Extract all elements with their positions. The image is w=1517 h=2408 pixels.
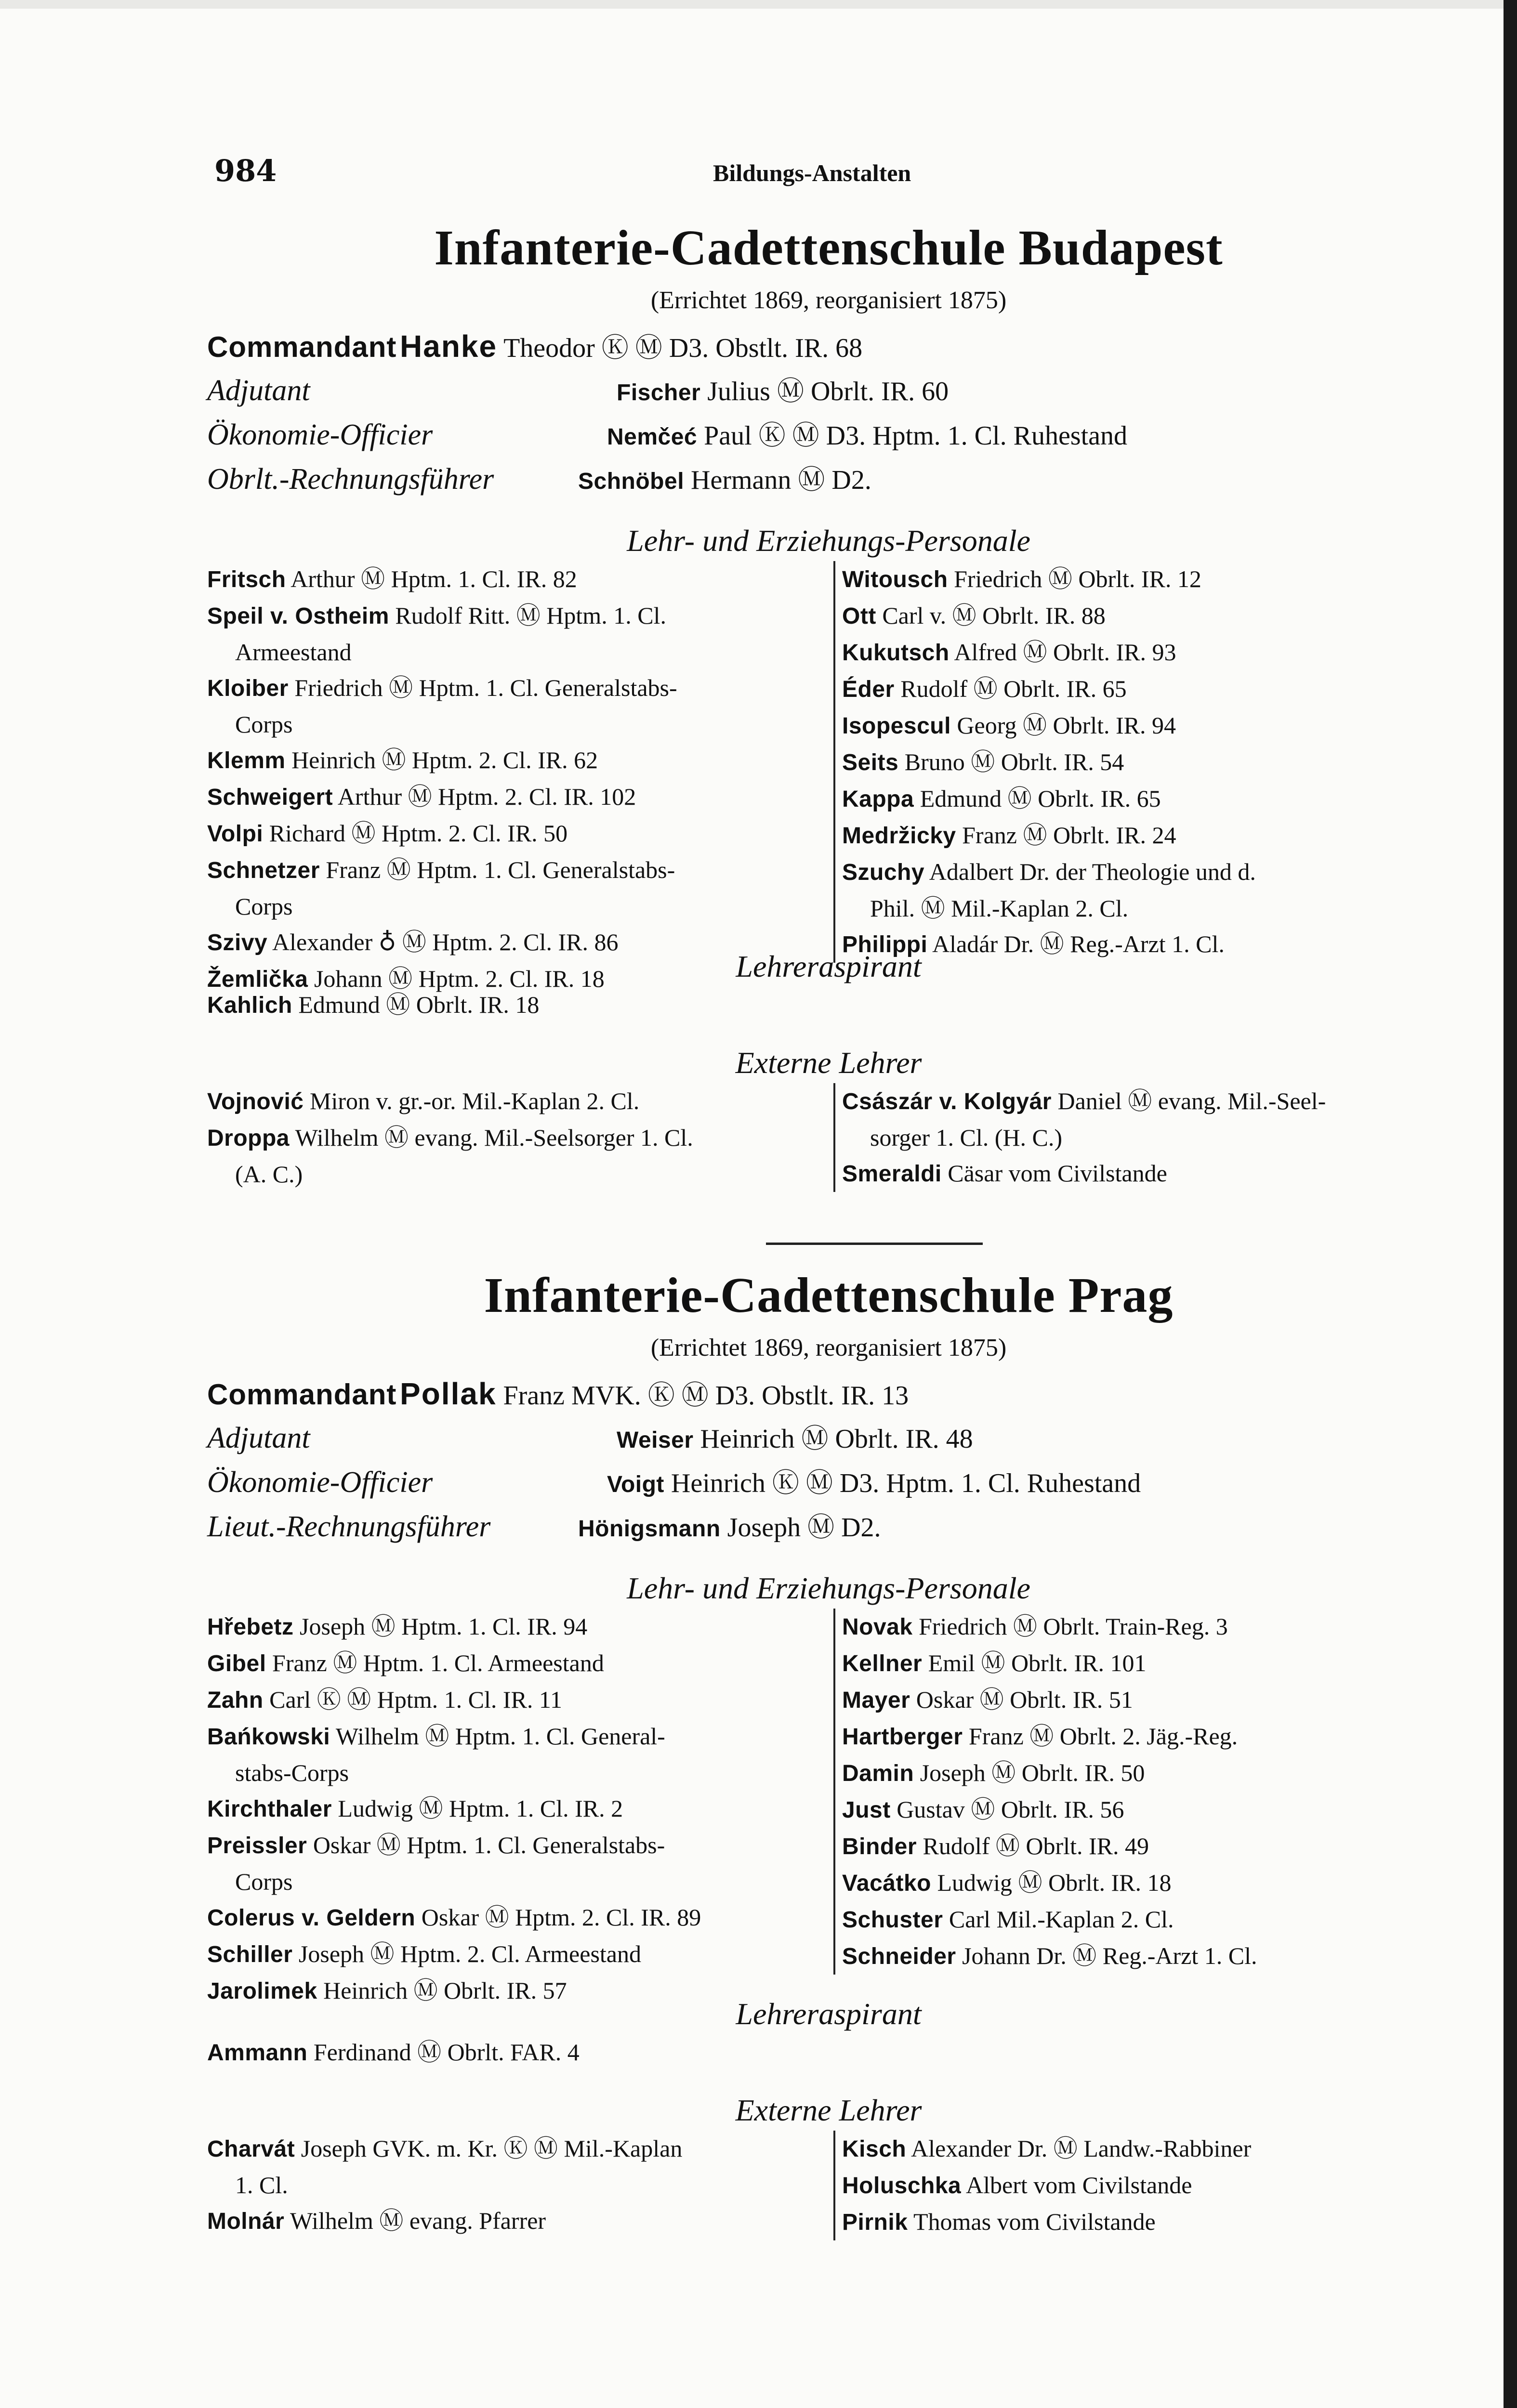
staff-heading: Lehr- und Erziehungs-Personale — [627, 1571, 1030, 1605]
staff-heading: Lehr- und Erziehungs-Personale — [627, 523, 1030, 558]
officer-surname: Nemčeć — [607, 424, 698, 450]
staff-surname: Mayer — [842, 1688, 910, 1713]
staff-entry — [842, 854, 1468, 926]
staff-surname: Ott — [842, 603, 876, 629]
right-column — [833, 561, 1468, 963]
external-heading: Externe Lehrer — [735, 2093, 922, 2127]
aspirant-details: Ferdinand Ⓜ Obrlt. FAR. 4 — [313, 2039, 580, 2066]
officer-surname: Schnöbel — [578, 469, 685, 494]
officer-row — [207, 1372, 1450, 1416]
officer-list — [207, 1372, 1450, 1549]
staff-details-continued: Phil. Ⓜ Mil.-Kaplan 2. Cl. — [870, 895, 1129, 922]
staff-details: Aladár Dr. Ⓜ Reg.-Arzt 1. Cl. — [932, 930, 1225, 957]
staff-surname: Vojnović — [207, 1089, 304, 1114]
staff-entry — [842, 1083, 1468, 1155]
staff-surname: Kappa — [842, 786, 914, 812]
staff-details: Bruno Ⓜ Obrlt. IR. 54 — [904, 748, 1124, 775]
staff-entry — [207, 852, 824, 924]
staff-entry — [207, 1609, 824, 1645]
staff-entry — [842, 2167, 1468, 2204]
staff-surname: Szuchy — [842, 860, 925, 885]
staff-details: Carl Mil.-Kaplan 2. Cl. — [949, 1906, 1174, 1933]
officer-details: Paul Ⓚ Ⓜ D3. Hptm. 1. Cl. Ruhestand — [704, 421, 1128, 451]
staff-surname: Hartberger — [842, 1724, 963, 1750]
staff-surname: Schnetzer — [207, 858, 320, 883]
staff-surname: Vacátko — [842, 1871, 931, 1896]
staff-surname: Smeraldi — [842, 1161, 942, 1187]
staff-surname: Isopescul — [842, 713, 951, 739]
staff-details: Rudolf Ritt. Ⓜ Hptm. 1. Cl. — [395, 602, 666, 629]
officer-surname: Hanke — [400, 329, 498, 364]
staff-details-continued: Corps — [235, 711, 293, 738]
aspirant-heading: Lehreraspirant — [736, 949, 922, 983]
staff-details: Friedrich Ⓜ Obrlt. Train-Reg. 3 — [919, 1613, 1228, 1640]
staff-details: Heinrich Ⓜ Hptm. 2. Cl. IR. 62 — [291, 746, 598, 773]
officer-role: Commandant — [207, 1378, 397, 1411]
staff-details: Thomas vom Civilstande — [913, 2208, 1156, 2235]
page-number: 984 — [214, 153, 277, 188]
staff-entry — [842, 1645, 1468, 1682]
two-column-list — [207, 1083, 1450, 1194]
officer-row — [207, 368, 1450, 413]
staff-details: Alexander Dr. Ⓜ Landw.-Rabbiner — [910, 2135, 1252, 2162]
section-budapest — [207, 219, 1450, 1194]
staff-entry — [207, 779, 824, 815]
staff-entry — [207, 2131, 824, 2203]
staff-entry — [842, 1865, 1468, 1901]
staff-entry — [842, 561, 1468, 598]
section-title: Infanterie-Cadettenschule Budapest — [434, 220, 1223, 275]
staff-entry — [842, 1828, 1468, 1865]
external-heading: Externe Lehrer — [735, 1046, 922, 1080]
staff-details: Franz Ⓜ Hptm. 1. Cl. Generalstabs- — [326, 856, 675, 883]
staff-entry — [207, 742, 824, 779]
officer-role: Ökonomie-Officier — [207, 419, 433, 451]
staff-entry — [207, 815, 824, 852]
officer-details: Heinrich Ⓜ Obrlt. IR. 48 — [700, 1424, 973, 1454]
staff-details: Rudolf Ⓜ Obrlt. IR. 49 — [923, 1832, 1149, 1859]
two-column-list — [207, 1609, 1450, 2004]
staff-entry — [842, 598, 1468, 634]
staff-entry — [842, 744, 1468, 781]
staff-surname: Kirchthaler — [207, 1796, 332, 1822]
officer-details: Joseph Ⓜ D2. — [727, 1513, 881, 1543]
staff-surname: Szivy — [207, 930, 268, 955]
left-column — [207, 1083, 824, 1192]
running-head: Bildungs-Anstalten — [713, 159, 911, 186]
staff-details: Georg Ⓜ Obrlt. IR. 94 — [957, 712, 1176, 739]
officer-surname: Pollak — [400, 1376, 497, 1411]
staff-details: Friedrich Ⓜ Obrlt. IR. 12 — [954, 565, 1201, 592]
staff-entry — [842, 1682, 1468, 1718]
staff-entry — [207, 1899, 824, 1936]
aspirant-surname: Ammann — [207, 2040, 308, 2066]
staff-entry — [207, 1682, 824, 1718]
staff-entry — [842, 926, 1468, 963]
staff-entry — [842, 1755, 1468, 1792]
staff-surname: Preissler — [207, 1833, 307, 1858]
staff-entry — [842, 1155, 1468, 1192]
staff-details: Franz Ⓜ Obrlt. 2. Jäg.-Reg. — [968, 1723, 1238, 1750]
staff-details-continued: Corps — [235, 893, 293, 920]
staff-details: Joseph Ⓜ Obrlt. IR. 50 — [920, 1759, 1145, 1786]
staff-surname: Pirnik — [842, 2210, 908, 2235]
officer-role: Ökonomie-Officier — [207, 1466, 433, 1499]
staff-surname: Speil v. Ostheim — [207, 603, 389, 629]
staff-entry — [842, 671, 1468, 707]
officer-role: Adjutant — [207, 374, 310, 407]
two-column-list — [207, 2131, 1450, 2241]
staff-surname: Kellner — [842, 1651, 923, 1676]
section-divider — [766, 1243, 983, 1245]
staff-details: Johann Dr. Ⓜ Reg.-Arzt 1. Cl. — [962, 1942, 1257, 1969]
staff-entry — [207, 1645, 824, 1682]
staff-details: Ludwig Ⓜ Hptm. 1. Cl. IR. 2 — [338, 1795, 623, 1822]
officer-row — [207, 457, 1450, 501]
staff-surname: Just — [842, 1797, 891, 1823]
staff-surname: Volpi — [207, 821, 264, 847]
officer-row — [207, 413, 1450, 457]
staff-entry — [207, 670, 824, 742]
officer-role: Obrlt.-Rechnungsführer — [207, 463, 494, 496]
staff-surname: Kisch — [842, 2136, 907, 2162]
staff-entry — [842, 634, 1468, 671]
staff-surname: Bańkowski — [207, 1724, 330, 1750]
officer-row — [207, 1505, 1450, 1549]
staff-surname: Damin — [842, 1761, 914, 1786]
staff-surname: Charvát — [207, 2136, 295, 2162]
officer-details: Heinrich Ⓚ Ⓜ D3. Hptm. 1. Cl. Ruhestand — [671, 1468, 1141, 1498]
staff-surname: Schiller — [207, 1942, 293, 1967]
staff-details: Rudolf Ⓜ Obrlt. IR. 65 — [900, 675, 1127, 702]
officer-row — [207, 1416, 1450, 1460]
staff-surname: Schweigert — [207, 785, 333, 810]
staff-details: Wilhelm Ⓜ evang. Mil.-Seelsorger 1. Cl. — [295, 1124, 693, 1151]
right-column — [833, 1609, 1468, 1975]
staff-details: Arthur Ⓜ Hptm. 2. Cl. IR. 102 — [337, 783, 636, 810]
officer-row — [207, 1460, 1450, 1505]
staff-details: Oskar Ⓜ Hptm. 1. Cl. Generalstabs- — [313, 1832, 665, 1858]
staff-entry — [207, 1973, 824, 2009]
staff-entry — [207, 598, 824, 670]
staff-details: Gustav Ⓜ Obrlt. IR. 56 — [897, 1796, 1124, 1823]
page-top-edge — [0, 0, 1517, 9]
staff-surname: Császár v. Kolgyár — [842, 1089, 1052, 1114]
page-right-edge — [1504, 0, 1517, 2408]
staff-surname: Klemm — [207, 748, 286, 773]
staff-surname: Colerus v. Geldern — [207, 1905, 416, 1931]
staff-entry — [207, 1791, 824, 1827]
right-column — [833, 2131, 1468, 2240]
aspirant-surname: Kahlich — [207, 993, 292, 1018]
founding-note: (Errichtet 1869, reorganisiert 1875) — [650, 287, 1007, 314]
staff-surname: Seits — [842, 750, 899, 775]
staff-surname: Hřebetz — [207, 1614, 294, 1640]
staff-surname: Éder — [842, 677, 895, 702]
staff-surname: Žemlička — [207, 967, 308, 992]
staff-details: Joseph Ⓜ Hptm. 2. Cl. Armeestand — [298, 1940, 641, 1967]
officer-details: Julius Ⓜ Obrlt. IR. 60 — [707, 377, 949, 406]
staff-surname: Kukutsch — [842, 640, 950, 666]
staff-details: Joseph Ⓜ Hptm. 1. Cl. IR. 94 — [300, 1613, 588, 1640]
staff-entry — [207, 1936, 824, 1973]
staff-surname: Binder — [842, 1834, 917, 1859]
staff-entry — [207, 2203, 824, 2239]
staff-surname: Gibel — [207, 1651, 266, 1676]
officer-details: Hermann Ⓜ D2. — [691, 465, 871, 495]
staff-details: Franz Ⓜ Hptm. 1. Cl. Armeestand — [272, 1649, 604, 1676]
staff-surname: Droppa — [207, 1125, 290, 1151]
staff-entry — [207, 1083, 824, 1120]
right-column — [833, 1083, 1468, 1192]
staff-details: Emil Ⓜ Obrlt. IR. 101 — [928, 1649, 1147, 1676]
officer-role: Adjutant — [207, 1422, 310, 1454]
staff-entry — [842, 2131, 1468, 2167]
staff-details-continued: Armeestand — [235, 639, 352, 666]
staff-surname: Schneider — [842, 1944, 956, 1969]
staff-details: Alfred Ⓜ Obrlt. IR. 93 — [954, 639, 1176, 666]
left-column — [207, 2131, 824, 2239]
staff-details: Richard Ⓜ Hptm. 2. Cl. IR. 50 — [269, 820, 568, 847]
staff-details: Albert vom Civilstande — [966, 2172, 1192, 2199]
staff-entry — [207, 1827, 824, 1899]
staff-details-continued: stabs-Corps — [235, 1759, 349, 1786]
officer-surname: Fischer — [617, 380, 701, 406]
officer-surname: Voigt — [607, 1472, 664, 1497]
staff-entry — [207, 1718, 824, 1791]
staff-entry — [842, 1609, 1468, 1645]
staff-details: Carl v. Ⓜ Obrlt. IR. 88 — [882, 602, 1106, 629]
staff-details: Alexander ♁ Ⓜ Hptm. 2. Cl. IR. 86 — [272, 929, 619, 955]
staff-entry — [842, 2204, 1468, 2240]
staff-details: Daniel Ⓜ evang. Mil.-Seel- — [1057, 1087, 1326, 1114]
officer-surname: Weiser — [617, 1427, 694, 1453]
left-column — [207, 1609, 824, 2009]
staff-details: Cäsar vom Civilstande — [948, 1160, 1167, 1187]
staff-entry — [842, 817, 1468, 854]
officer-details: Franz MVK. Ⓚ Ⓜ D3. Obstlt. IR. 13 — [503, 1381, 909, 1411]
left-column — [207, 561, 824, 997]
founding-note: (Errichtet 1869, reorganisiert 1875) — [650, 1334, 1007, 1361]
staff-entry — [842, 1901, 1468, 1938]
staff-details: Adalbert Dr. der Theologie und d. — [929, 858, 1256, 885]
staff-entry — [842, 1718, 1468, 1755]
staff-details-continued: 1. Cl. — [235, 2172, 288, 2199]
staff-details: Carl Ⓚ Ⓜ Hptm. 1. Cl. IR. 11 — [269, 1686, 563, 1713]
staff-entry — [207, 561, 824, 598]
staff-details: Oskar Ⓜ Hptm. 2. Cl. IR. 89 — [421, 1904, 701, 1931]
officer-role: Commandant — [207, 331, 397, 363]
section-prag — [207, 1267, 1450, 2241]
staff-details: Friedrich Ⓜ Hptm. 1. Cl. Generalstabs- — [294, 674, 677, 701]
officer-surname: Hönigsmann — [578, 1516, 721, 1542]
staff-surname: Schuster — [842, 1907, 943, 1933]
staff-surname: Jarolimek — [207, 1978, 317, 2004]
staff-entry — [207, 1120, 824, 1192]
staff-entry — [842, 1792, 1468, 1828]
staff-surname: Novak — [842, 1614, 913, 1640]
aspirant-entry — [207, 2034, 1450, 2071]
staff-details: Wilhelm Ⓜ evang. Pfarrer — [290, 2207, 546, 2234]
staff-entry — [207, 924, 824, 961]
staff-details-continued: (A. C.) — [235, 1161, 303, 1188]
staff-details: Wilhelm Ⓜ Hptm. 1. Cl. General- — [335, 1723, 665, 1750]
staff-surname: Holuschka — [842, 2173, 962, 2199]
officer-role: Lieut.-Rechnungsführer — [207, 1510, 491, 1543]
staff-details: Oskar Ⓜ Obrlt. IR. 51 — [916, 1686, 1133, 1713]
staff-details-continued: Corps — [235, 1868, 293, 1895]
staff-entry — [842, 1938, 1468, 1975]
staff-surname: Kloiber — [207, 676, 289, 701]
staff-surname: Molnár — [207, 2209, 285, 2234]
staff-surname: Witousch — [842, 567, 948, 592]
aspirant-heading: Lehreraspirant — [736, 1997, 922, 2031]
staff-details: Franz Ⓜ Obrlt. IR. 24 — [962, 822, 1176, 849]
staff-details-continued: sorger 1. Cl. (H. C.) — [870, 1124, 1063, 1151]
staff-details: Edmund Ⓜ Obrlt. IR. 65 — [920, 785, 1161, 812]
staff-entry — [842, 707, 1468, 744]
staff-entry — [842, 781, 1468, 817]
staff-surname: Zahn — [207, 1688, 264, 1713]
staff-surname: Fritsch — [207, 567, 286, 592]
staff-entry — [207, 961, 824, 997]
officer-row — [207, 324, 1450, 368]
staff-surname: Philippi — [842, 932, 928, 957]
staff-details: Heinrich Ⓜ Obrlt. IR. 57 — [323, 1977, 567, 2004]
aspirant-details: Edmund Ⓜ Obrlt. IR. 18 — [298, 991, 540, 1018]
staff-surname: Medržicky — [842, 823, 956, 849]
staff-details: Arthur Ⓜ Hptm. 1. Cl. IR. 82 — [290, 565, 577, 592]
officer-details: Theodor Ⓚ Ⓜ D3. Obstlt. IR. 68 — [503, 333, 863, 363]
officer-list — [207, 324, 1450, 501]
staff-details: Miron v. gr.-or. Mil.-Kaplan 2. Cl. — [309, 1087, 640, 1114]
section-title: Infanterie-Cadettenschule Prag — [484, 1268, 1174, 1323]
staff-details: Ludwig Ⓜ Obrlt. IR. 18 — [937, 1869, 1172, 1896]
staff-details: Joseph GVK. m. Kr. Ⓚ Ⓜ Mil.-Kaplan — [301, 2135, 683, 2162]
staff-details: Johann Ⓜ Hptm. 2. Cl. IR. 18 — [314, 965, 605, 992]
